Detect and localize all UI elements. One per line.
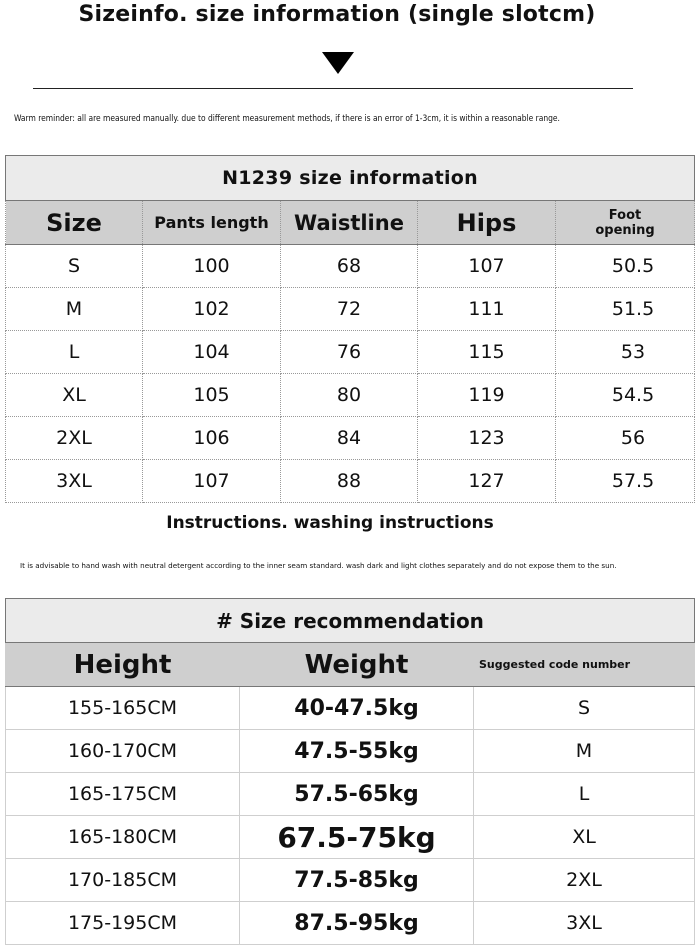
recommendation-row [6,859,695,902]
recommendation-cell-weight: 77.5-85kg [240,859,474,902]
size-cell-foot-opening: 50.5 [556,245,695,288]
recommendation-title-row [6,599,695,643]
size-cell-hips: 107 [418,245,556,288]
size-cell-waistline: 76 [281,331,418,374]
header-height: Height [6,643,240,687]
recommendation-cell-code: S [474,687,695,730]
size-cell-size: 3XL [6,460,143,503]
size-cell-size: M [6,288,143,331]
size-cell-foot-opening: 51.5 [556,288,695,331]
recommendation-cell-height: 165-175CM [6,773,240,816]
size-cell-hips: 123 [418,417,556,460]
size-row [6,417,695,460]
divider [33,88,633,89]
size-cell-hips: 127 [418,460,556,503]
recommendation-cell-code: XL [474,816,695,859]
header-foot-opening: Foot opening [556,201,695,245]
recommendation-cell-weight: 47.5-55kg [240,730,474,773]
header-suggested-code: Suggested code number [474,643,695,687]
size-table-header [6,201,695,245]
size-cell-waistline: 68 [281,245,418,288]
size-cell-pants-length: 102 [143,288,281,331]
recommendation-cell-weight: 40-47.5kg [240,687,474,730]
size-cell-foot-opening: 56 [556,417,695,460]
recommendation-cell-height: 165-180CM [6,816,240,859]
size-row [6,288,695,331]
size-cell-pants-length: 100 [143,245,281,288]
size-table [5,155,695,503]
instructions-text: It is advisable to hand wash with neutral detergent according to the inner seam standard. wash dark and light clothes separately and do not expose them to the sun. [20,561,617,570]
recommendation-cell-height: 160-170CM [6,730,240,773]
recommendation-row [6,902,695,945]
size-cell-size: XL [6,374,143,417]
recommendation-cell-code: 3XL [474,902,695,945]
size-cell-foot-opening: 54.5 [556,374,695,417]
recommendation-title: # Size recommendation [6,599,695,643]
header-waistline: Waistline [281,201,418,245]
recommendation-cell-code: L [474,773,695,816]
size-table-title-row [6,156,695,201]
size-cell-waistline: 84 [281,417,418,460]
size-cell-pants-length: 104 [143,331,281,374]
size-cell-foot-opening: 57.5 [556,460,695,503]
recommendation-cell-weight: 57.5-65kg [240,773,474,816]
size-cell-hips: 119 [418,374,556,417]
size-cell-waistline: 80 [281,374,418,417]
size-cell-foot-opening: 53 [556,331,695,374]
size-cell-size: L [6,331,143,374]
size-cell-size: 2XL [6,417,143,460]
down-arrow-icon [322,52,354,74]
size-row [6,245,695,288]
header-hips: Hips [418,201,556,245]
header-pants-length: Pants length [143,201,281,245]
page-title: Sizeinfo. size information (single slotcm) [78,2,596,27]
recommendation-header [6,643,695,687]
recommendation-cell-height: 155-165CM [6,687,240,730]
recommendation-row [6,687,695,730]
size-cell-hips: 111 [418,288,556,331]
size-row [6,460,695,503]
recommendation-table [5,598,695,945]
size-row [6,374,695,417]
header-size: Size [6,201,143,245]
header-weight: Weight [240,643,474,687]
size-cell-hips: 115 [418,331,556,374]
recommendation-cell-height: 170-185CM [6,859,240,902]
recommendation-cell-code: 2XL [474,859,695,902]
recommendation-row [6,816,695,859]
size-row [6,331,695,374]
size-cell-size: S [6,245,143,288]
recommendation-cell-weight: 87.5-95kg [240,902,474,945]
reminder-text: Warm reminder: all are measured manually. due to different measurement methods, if there is an error of 1-3cm, it is within a reasonable range. [14,113,560,123]
size-cell-waistline: 88 [281,460,418,503]
size-cell-pants-length: 107 [143,460,281,503]
recommendation-row [6,773,695,816]
size-cell-pants-length: 105 [143,374,281,417]
size-cell-waistline: 72 [281,288,418,331]
instructions-title: Instructions. washing instructions [166,513,494,533]
recommendation-cell-weight: 67.5-75kg [240,816,474,859]
recommendation-row [6,730,695,773]
size-table-title: N1239 size information [6,156,695,201]
recommendation-cell-height: 175-195CM [6,902,240,945]
size-cell-pants-length: 106 [143,417,281,460]
recommendation-cell-code: M [474,730,695,773]
